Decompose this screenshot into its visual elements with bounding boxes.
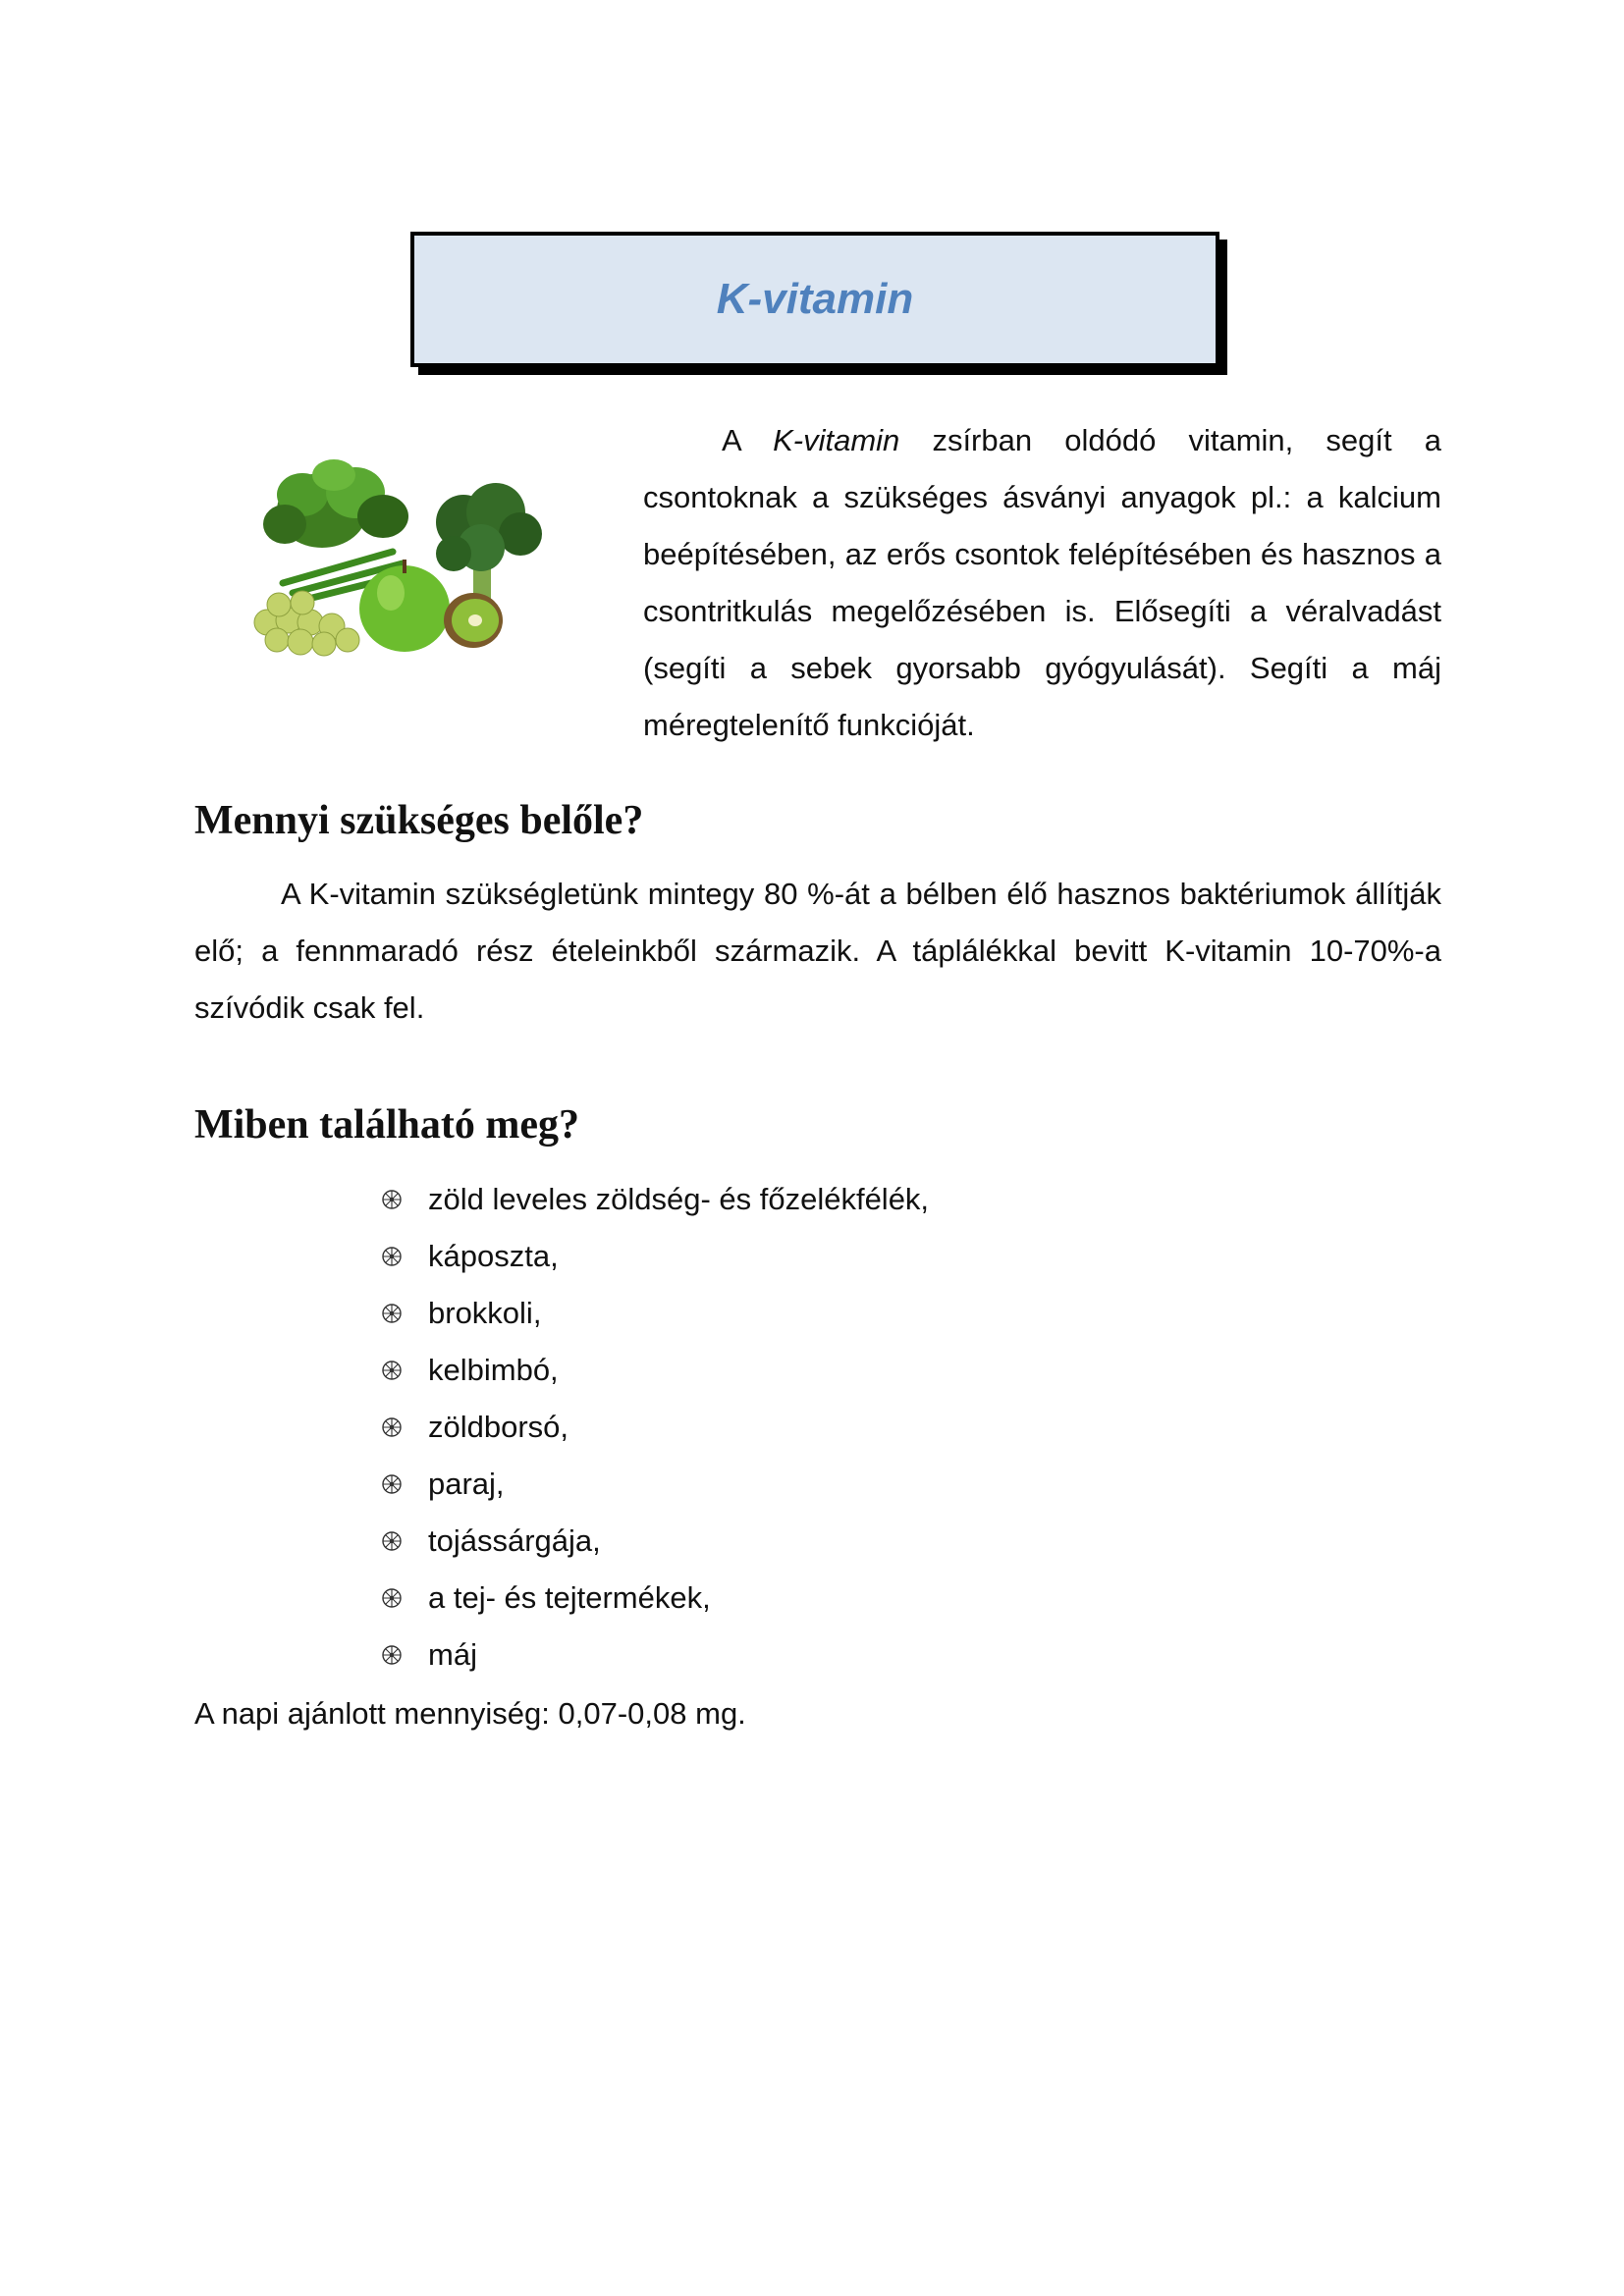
daily-amount-text: A napi ajánlott mennyiség: 0,07-0,08 mg. (194, 1696, 746, 1731)
intro-text: zsírban oldódó vitamin, segít a csontoknak a szükséges ásványi anyagok pl.: a kalcium beépítésében, az erős csontok felépítésében és hasznos a csontritkulás megelőzésében is. Elősegíti a véralvadást (segíti a sebek gyorsabb gyógyulását). Segíti a máj méregtelenítő funkcióját. (643, 423, 1441, 742)
list-item-text: tojássárgája, (428, 1523, 601, 1558)
list-item (381, 1228, 929, 1285)
flower-bullet-icon (381, 1416, 428, 1438)
list-item-text: kelbimbó, (428, 1353, 559, 1387)
list-item-text: paraj, (428, 1467, 505, 1501)
list-item (381, 1456, 929, 1513)
list-item-text: máj (428, 1637, 477, 1672)
list-item (381, 1513, 929, 1570)
list-item-text: zöldborsó, (428, 1410, 569, 1444)
flower-bullet-icon (381, 1473, 428, 1495)
flower-bullet-icon (381, 1246, 428, 1267)
green-vegetables-image (245, 454, 546, 660)
flower-bullet-icon (381, 1530, 428, 1552)
flower-bullet-icon (381, 1587, 428, 1609)
intro-paragraph (643, 412, 1441, 754)
list-item-text: brokkoli, (428, 1296, 542, 1330)
list-item-text: zöld leveles zöldség- és főzelékfélék, (428, 1182, 930, 1216)
flower-bullet-icon (381, 1189, 428, 1210)
intro-lead: A (722, 423, 774, 457)
list-item (381, 1171, 929, 1228)
list-item (381, 1399, 929, 1456)
page-title: K-vitamin (716, 275, 914, 323)
list-item-text: káposzta, (428, 1239, 559, 1273)
section-heading-amount: Mennyi szükséges belőle? (194, 798, 644, 843)
list-item (381, 1570, 929, 1627)
list-item (381, 1285, 929, 1342)
grapes (254, 591, 359, 656)
kiwi (444, 593, 503, 648)
title-box (410, 232, 1219, 367)
flower-bullet-icon (381, 1303, 428, 1324)
list-item-text: a tej- és tejtermékek, (428, 1580, 711, 1615)
section-text-amount: A K-vitamin szükségletünk mintegy 80 %-át a bélben élő hasznos baktériumok állítják elő; a fennmaradó rész ételeinkből származik. A táplálékkal bevitt K-vitamin 10-70%-a szívódik csak fel. (194, 877, 1441, 1025)
broccoli (436, 483, 542, 611)
list-item (381, 1627, 929, 1683)
food-source-list (381, 1171, 929, 1683)
section-heading-sources: Miben található meg? (194, 1102, 579, 1148)
kale-leaves (263, 459, 408, 548)
flower-bullet-icon (381, 1360, 428, 1381)
intro-term: K-vitamin (773, 423, 900, 457)
flower-bullet-icon (381, 1644, 428, 1666)
list-item (381, 1342, 929, 1399)
